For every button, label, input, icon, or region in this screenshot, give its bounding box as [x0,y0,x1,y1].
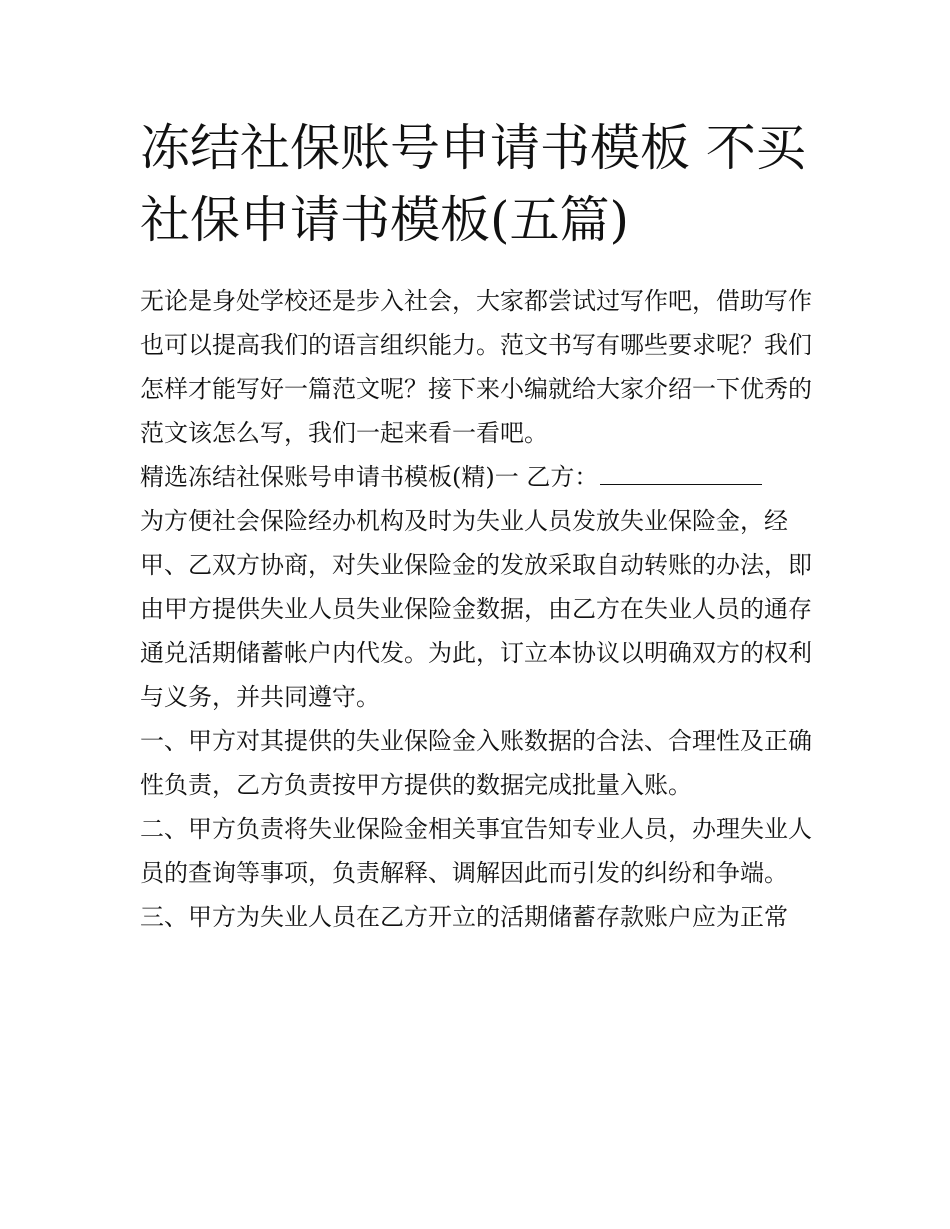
clause-1: 一、甲方对其提供的失业保险金入账数据的合法、合理性及正确性负责，乙方负责按甲方提供的数据完成批量入账。 [140,727,812,799]
section-heading: 精选冻结社保账号申请书模板(精)一 乙方： [140,463,599,491]
intro-paragraph: 无论是身处学校还是步入社会，大家都尝试过写作吧，借助写作也可以提高我们的语言组织能力。范文书写有哪些要求呢？我们怎样才能写好一篇范文呢？接下来小编就给大家介绍一下优秀的范文该怎么写，我们一起来看一看吧。 [140,287,812,447]
document-body [140,279,815,939]
section-heading-line [140,455,815,499]
clause-2: 二、甲方负责将失业保险金相关事宜告知专业人员，办理失业人员的查询等事项，负责解释、调解因此而引发的纠纷和争端。 [140,815,812,887]
purpose-paragraph: 为方便社会保险经办机构及时为失业人员发放失业保险金，经甲、乙双方协商，对失业保险金的发放采取自动转账的办法，即由甲方提供失业人员失业保险金数据，由乙方在失业人员的通存通兑活期储蓄帐户内代发。为此，订立本协议以明确双方的权利与义务，并共同遵守。 [140,507,812,711]
fill-in-blank [600,460,762,485]
clause-3: 三、甲方为失业人员在乙方开立的活期储蓄存款账户应为正常 [140,903,788,931]
document-title: 冻结社保账号申请书模板 不买社保申请书模板(五篇) [140,119,806,249]
